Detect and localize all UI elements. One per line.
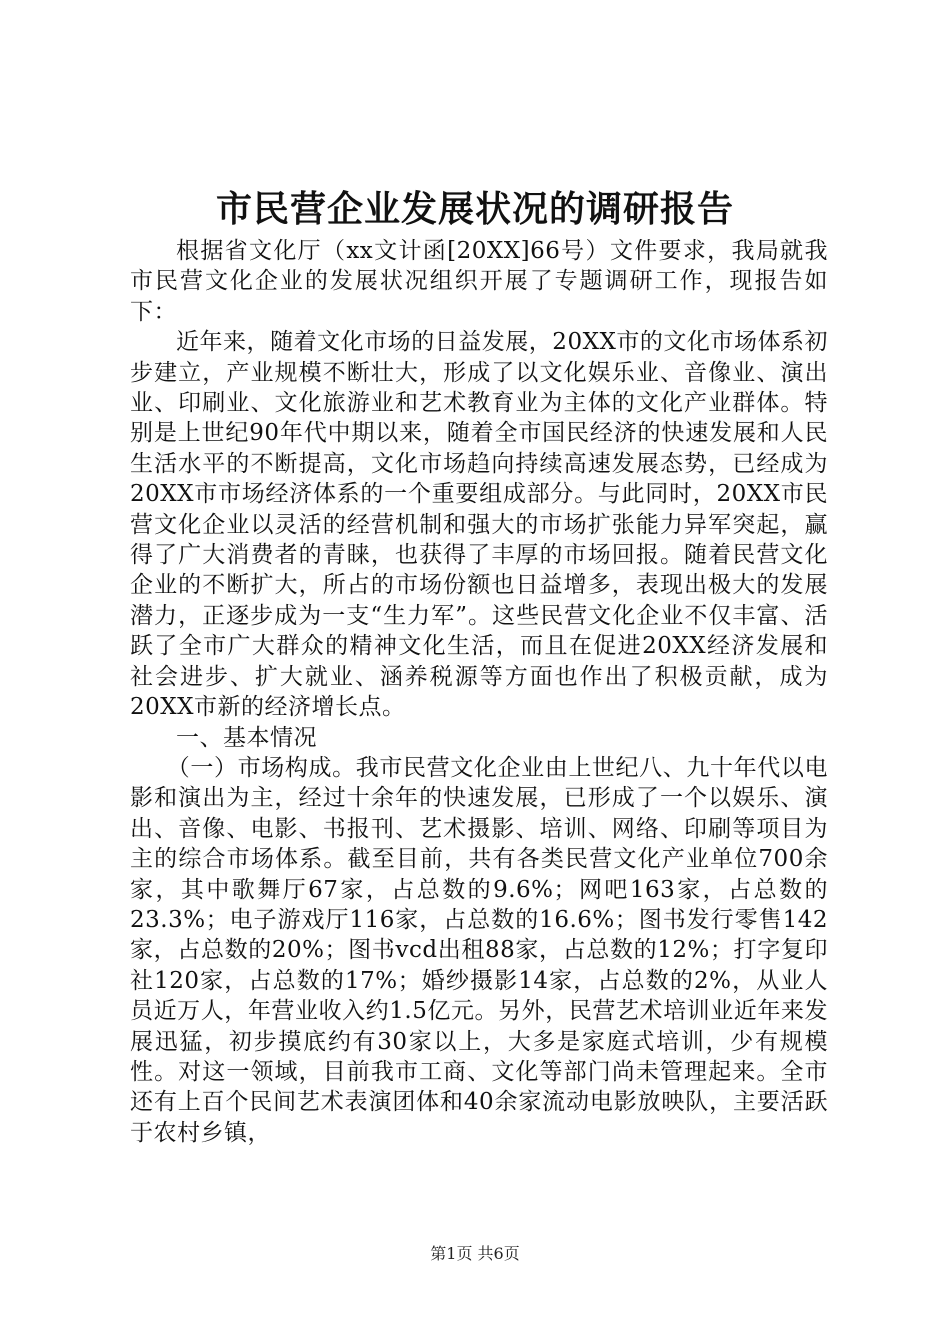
market-composition-paragraph: （一）市场构成。我市民营文化企业由上世纪八、九十年代以电影和演出为主，经过十余年的快速发展，已形成了一个以娱乐、演出、音像、电影、书报刊、艺术摄影、培训、网络、印刷等项目为主的综合市场体系。截至目前，共有各类民营文化产业单位700余家，其中歌舞厅67家，占总数的9.6%；网吧163家，占总数的23.3%；电子游戏厅116家，占总数的16.6%；图书发行零售142家，占总数的20%；图书vcd出租88家，占总数的12%；打字复印社120家，占总数的17%；婚纱摄影14家，占总数的2%，从业人员近万人，年营业收入约1.5亿元。另外，民营艺术培训业近年来发展迅猛，初步摸底约有30家以上，大多是家庭式培训，少有规模性。对这一领域，目前我市工商、文化等部门尚未管理起来。全市还有上百个民间艺术表演团体和40余家流动电影放映队，主要活跃于农村乡镇， xyxy=(130,754,828,1146)
document-title: 市民营企业发展状况的调研报告 xyxy=(215,188,734,230)
page-number-footer: 第1页 共6页 xyxy=(430,1244,520,1263)
intro-paragraph: 根据省文化厅（xx文计函[20XX]66号）文件要求，我局就我市民营文化企业的发展状况组织开展了专题调研工作，现报告如下： xyxy=(130,238,828,325)
document-body xyxy=(130,236,828,1148)
background-paragraph: 近年来，随着文化市场的日益发展，20XX市的文化市场体系初步建立，产业规模不断壮大，形成了以文化娱乐业、音像业、演出业、印刷业、文化旅游业和艺术教育业为主体的文化产业群体。特别是上世纪90年代中期以来，随着全市国民经济的快速发展和人民生活水平的不断提高，文化市场趋向持续高速发展态势，已经成为20XX市市场经济体系的一个重要组成部分。与此同时，20XX市民营文化企业以灵活的经营机制和强大的市场扩张能力异军突起，赢得了广大消费者的青睐，也获得了丰厚的市场回报。随着民营文化企业的不断扩大，所占的市场份额也日益增多，表现出极大的发展潜力，正逐步成为一支“生力军”。这些民营文化企业不仅丰富、活跃了全市广大群众的精神文化生活，而且在促进20XX经济发展和社会进步、扩大就业、涵养税源等方面也作出了积极贡献，成为20XX市新的经济增长点。 xyxy=(130,329,828,721)
section-heading: 一、基本情况 xyxy=(176,724,317,751)
